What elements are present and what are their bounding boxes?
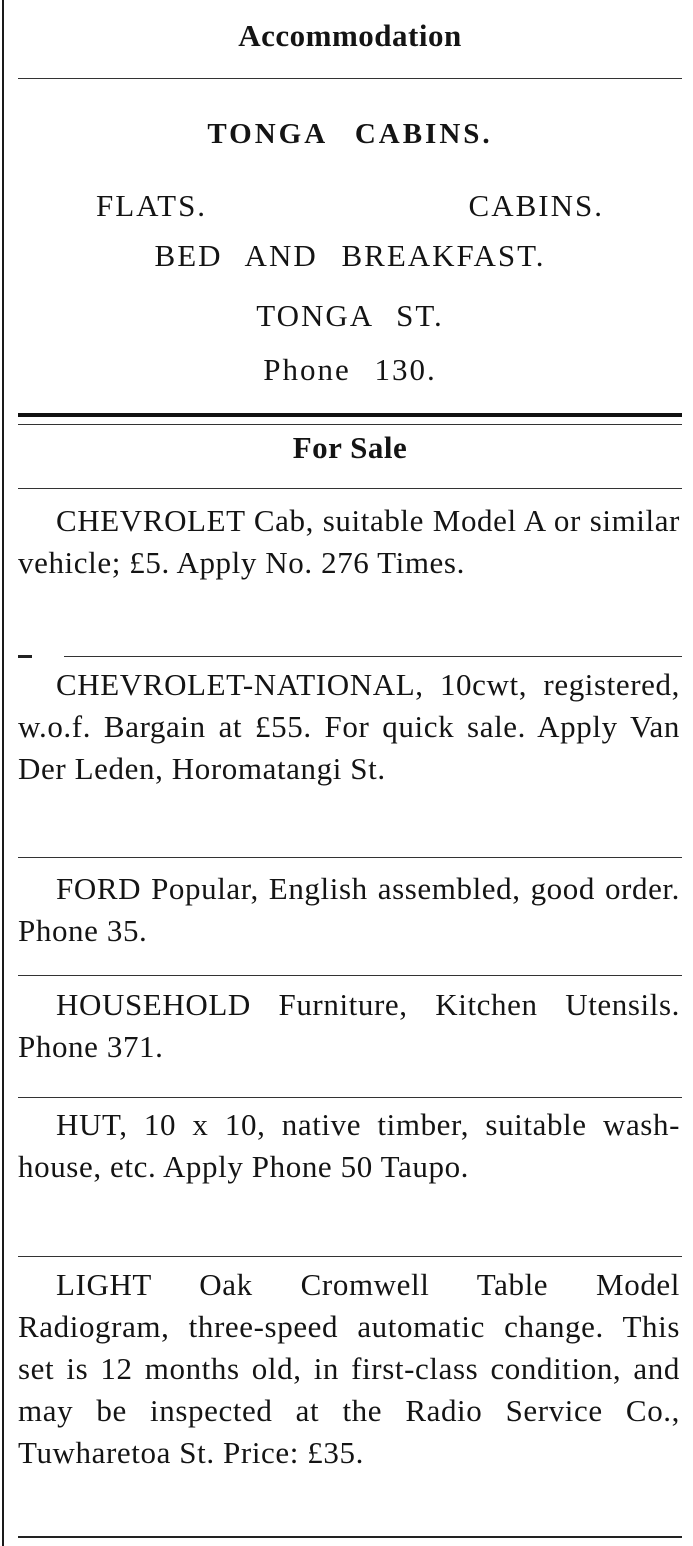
listing-item: HOUSEHOLD Furniture, Kitchen Utensils. Phone 371.: [18, 987, 680, 1064]
heading-divider: [18, 488, 682, 489]
listing-divider: [64, 656, 682, 657]
accommodation-ad-line-1: [18, 188, 682, 224]
listing-item: FORD Popular, English assembled, good order. Phone 35.: [18, 871, 680, 948]
listing-divider: [18, 857, 682, 858]
listing-divider: [18, 975, 682, 976]
for-sale-heading: For Sale: [292, 430, 408, 465]
accommodation-ad-line-3: TONGA ST.: [256, 298, 444, 333]
accommodation-heading: Accommodation: [238, 18, 462, 53]
listing-divider: [18, 1097, 682, 1098]
listing-item: LIGHT Oak Cromwell Table Model Radiogram, three-speed automatic change. This set is 12 months old, in first-class condition, and may be inspected at the Radio Service Co., Tuwharetoa St. Price: £35.: [18, 1267, 680, 1470]
listing-item: HUT, 10 x 10, native timber, suitable wash-house, etc. Apply Phone 50 Taupo.: [18, 1107, 680, 1184]
listing-divider: [18, 1256, 682, 1257]
accommodation-ad-phone: Phone 130.: [263, 352, 437, 387]
accommodation-ad-line-2: BED AND BREAKFAST.: [154, 238, 546, 273]
accommodation-ad-name: TONGA CABINS.: [207, 118, 493, 150]
listing-item: CHEVROLET-NATIONAL, 10cwt, registered, w.o.f. Bargain at £55. For quick sale. Apply Van Der Leden, Horomatangi St.: [18, 667, 680, 786]
section-divider-thin: [18, 424, 682, 425]
accommodation-ad-flats: FLATS.: [96, 188, 208, 223]
section-divider-thick: [18, 413, 682, 417]
heading-divider: [18, 78, 682, 79]
listing-item: CHEVROLET Cab, suitable Model A or similar vehicle; £5. Apply No. 276 Times.: [18, 503, 680, 580]
dash-mark: [18, 655, 32, 658]
accommodation-ad-cabins: CABINS.: [468, 188, 604, 223]
column-bottom-rule: [18, 1536, 682, 1538]
column-left-border: [2, 0, 4, 1546]
